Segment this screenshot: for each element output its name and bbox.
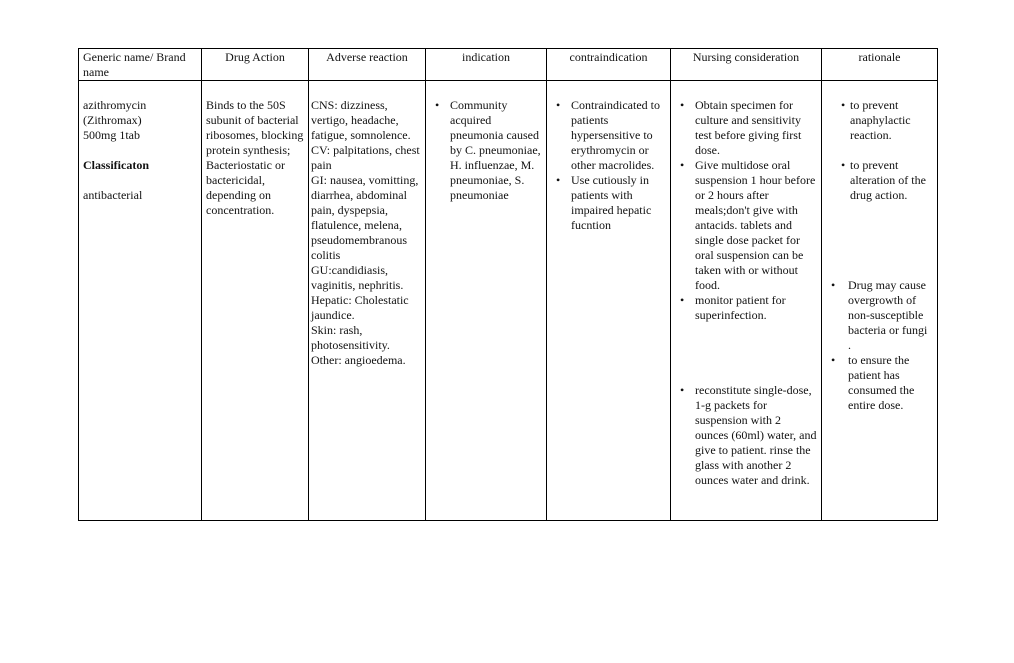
contraindication-item: • Use cutiously in patients with impaired hepatic fucntion [551,173,666,233]
header-indication: indication [426,49,547,81]
adverse-item: Other: angioedema. [311,353,406,367]
drug-action-cell [202,81,309,521]
contraindication-list [551,98,666,233]
nursing-item: • Obtain specimen for culture and sensitivity test before giving first dose. [675,98,817,158]
rationale-list [826,98,933,413]
rationale-item: • to prevent alteration of the drug action. [826,158,933,203]
adverse-item: Skin: rash, photosensitivity. [311,323,390,352]
header-rationale: rationale [822,49,938,81]
header-nursing-consideration: Nursing consideration [671,49,822,81]
classification-label: Classificaton [83,158,149,172]
indication-cell [426,81,547,521]
dose: 500mg 1tab [83,128,140,142]
adverse-item: CV: palpitations, chest pain [311,143,420,172]
drug-row [79,81,938,521]
header-adverse-reaction: Adverse reaction [309,49,426,81]
brand-name: (Zithromax) [83,113,142,127]
adverse-item: GU:candidiasis, vaginitis, nephritis. [311,263,404,292]
nursing-item: • Give multidose oral suspension 1 hour before or 2 hours after meals;don't give with antacids. tablets and single dose packet for oral suspension can be taken with or without food. [675,158,817,293]
header-contraindication: contraindication [547,49,671,81]
generic-name: azithromycin [83,98,147,112]
rationale-item: • Drug may cause overgrowth of non-susceptible bacteria or fungi . [826,278,933,353]
adverse-item: GI: nausea, vomitting, diarrhea, abdominal pain, dyspepsia, flatulence, melena, pseudomembranous colitis [311,173,419,262]
drug-action-text: Binds to the 50S subunit of bacterial ribosomes, blocking protein synthesis; Bacteriostatic or bactericidal, depending on concentration. [206,98,304,217]
header-row [79,49,938,81]
contraindication-cell [547,81,671,521]
drug-study-table [78,48,938,521]
contraindication-item: • Contraindicated to patients hypersensitive to erythromycin or other macrolides. [551,98,666,173]
nursing-consideration-cell [671,81,822,521]
nursing-item: • reconstitute single-dose, 1-g packets for suspension with 2 ounces (60ml) water, and give to patient. rinse the glass with another 2 ounces water and drink. [675,383,817,488]
rationale-cell [822,81,938,521]
adverse-item: Hepatic: Cholestatic jaundice. [311,293,409,322]
nursing-item: • monitor patient for superinfection. [675,293,817,323]
nursing-list [675,98,817,488]
adverse-reaction-cell [309,81,426,521]
adverse-item: CNS: dizziness, vertigo, headache, fatigue, somnolence. [311,98,411,142]
classification-value: antibacterial [83,188,143,202]
indication-list [430,98,542,203]
header-generic-name: Generic name/ Brand name [79,49,202,81]
generic-name-cell [79,81,202,521]
rationale-item: • to ensure the patient has consumed the entire dose. [826,353,933,413]
indication-item: • Community acquired pneumonia caused by C. pneumoniae, H. influenzae, M. pneumoniae, S. pneumoniae [430,98,542,203]
rationale-item: • to prevent anaphylactic reaction. [826,98,933,143]
header-drug-action: Drug Action [202,49,309,81]
